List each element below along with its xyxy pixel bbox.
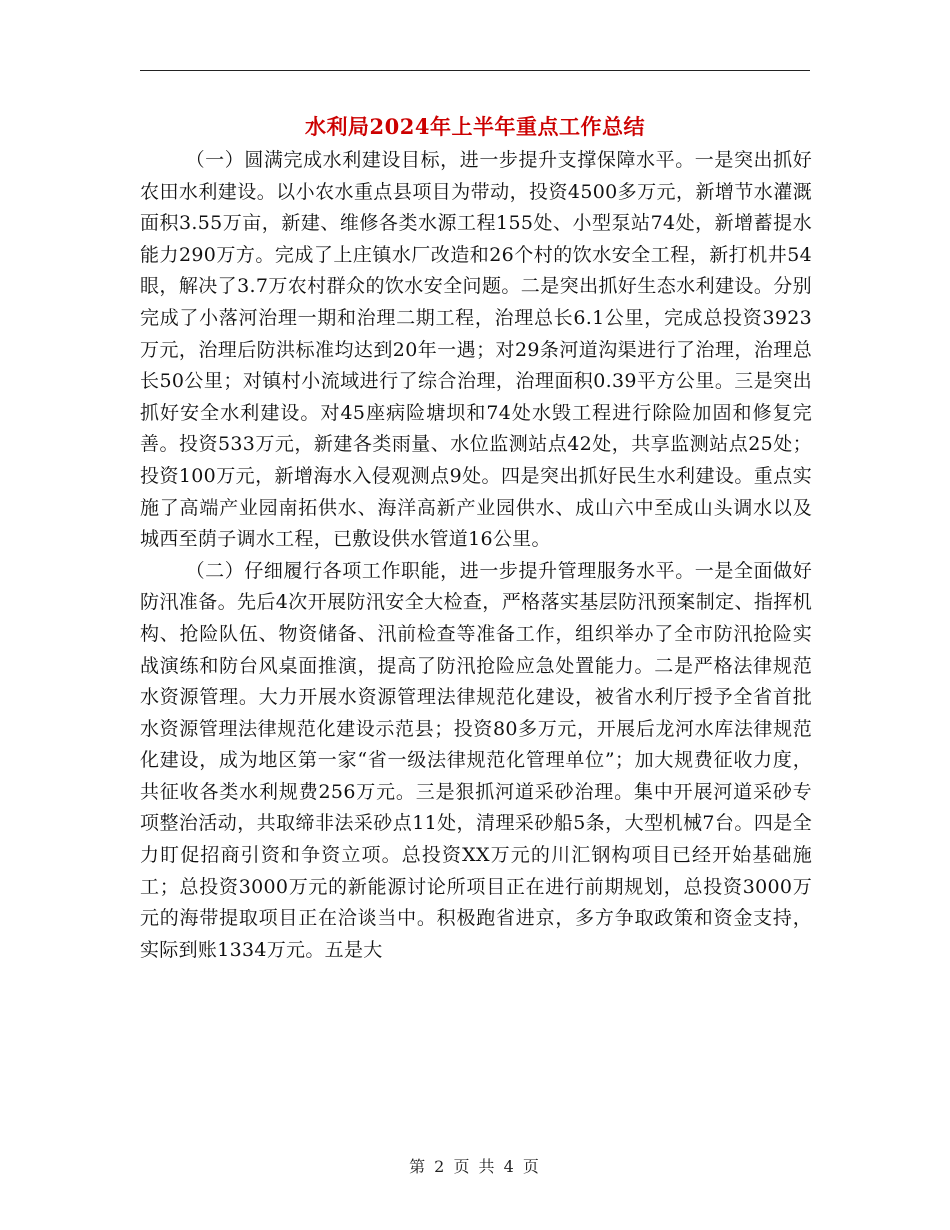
document-body <box>140 145 812 966</box>
page-number: 第 2 页 共 4 页 <box>409 1157 541 1176</box>
paragraph-2: （二）仔细履行各项工作职能，进一步提升管理服务水平。一是全面做好防汛准备。先后4次开展防汛安全大检查，严格落实基层防汛预案制定、指挥机构、抢险队伍、物资储备、汛前检查等准备工作，组织举办了全市防汛抢险实战演练和防台风桌面推演，提高了防汛抢险应急处置能力。二是严格法律规范水资源管理。大力开展水资源管理法律规范化建设，被省水利厅授予全省首批水资源管理法律规范化建设示范县；投资80多万元，开展后龙河水库法律规范化建设，成为地区第一家“省一级法律规范化管理单位”；加大规费征收力度，共征收各类水利规费256万元。三是狠抓河道采砂治理。集中开展河道采砂专项整治活动，共取缔非法采砂点11处，清理采砂船5条，大型机械7台。四是全力盯促招商引资和争资立项。总投资XX万元的川汇钢构项目已经开始基础施工；总投资3000万元的新能源讨论所项目正在进行前期规划，总投资3000万元的海带提取项目正在洽谈当中。积极跑省进京，多方争取政策和资金支持，实际到账1334万元。五是大 <box>140 559 812 961</box>
document-title: 水利局2024年上半年重点工作总结 <box>305 114 645 139</box>
header-rule <box>140 70 810 71</box>
paragraph-1: （一）圆满完成水利建设目标，进一步提升支撑保障水平。一是突出抓好农田水利建设。以小农水重点县项目为带动，投资4500多万元，新增节水灌溉面积3.55万亩，新建、维修各类水源工程155处、小型泵站74处，新增蓄提水能力290万方。完成了上庄镇水厂改造和26个村的饮水安全工程，新打机井54眼，解决了3.7万农村群众的饮水安全问题。二是突出抓好生态水利建设。分别完成了小落河治理一期和治理二期工程，治理总长6.1公里，完成总投资3923万元，治理后防洪标准均达到20年一遇；对29条河道沟渠进行了治理，治理总长50公里；对镇村小流域进行了综合治理，治理面积0.39平方公里。三是突出抓好安全水利建设。对45座病险塘坝和74处水毁工程进行除险加固和修复完善。投资533万元，新建各类雨量、水位监测站点42处，共享监测站点25处；投资100万元，新增海水入侵观测点9处。四是突出抓好民生水利建设。重点实施了高端产业园南拓供水、海洋高新产业园供水、成山六中至成山头调水以及城西至荫子调水工程，已敷设供水管道16公里。 <box>140 149 812 551</box>
